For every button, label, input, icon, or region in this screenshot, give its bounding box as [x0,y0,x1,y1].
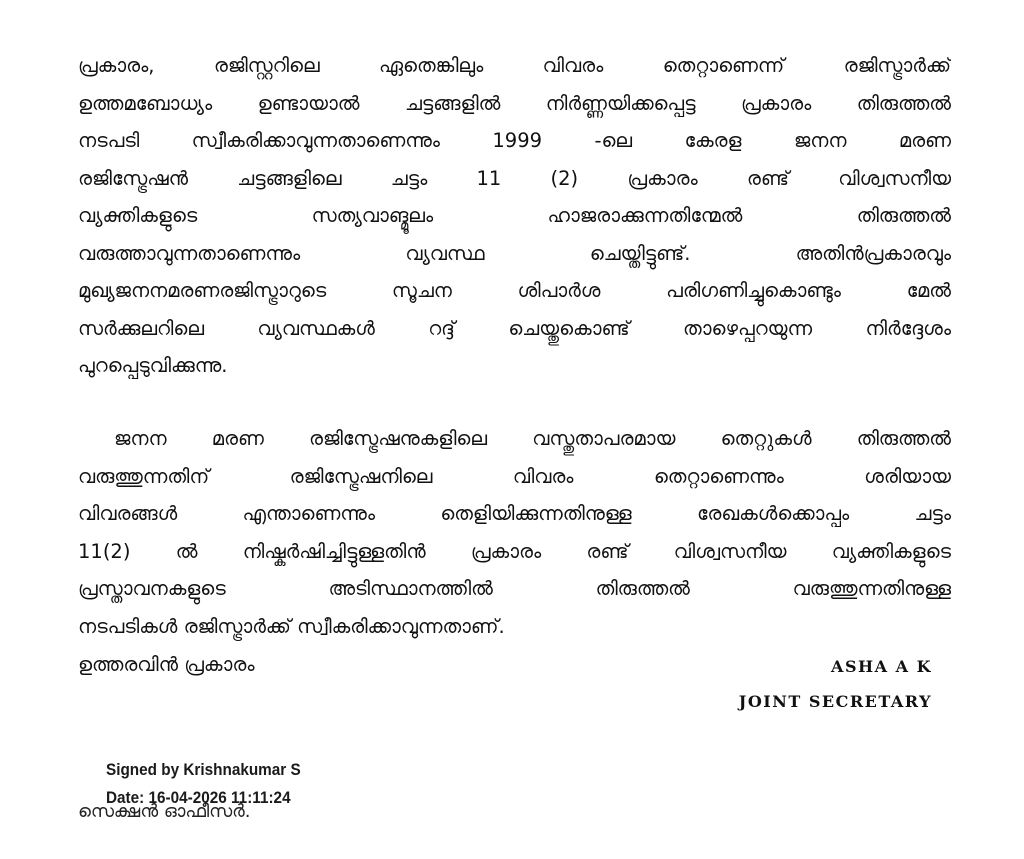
paragraph-line: രജിസ്ട്രേഷൻ ചട്ടങ്ങളിലെ ചട്ടം 11 (2) പ്രകാരം രണ്ട് വിശ്വസനീയ [78,166,951,190]
paragraph-directive-intro [78,47,951,385]
paragraph-line: ജനന മരണ രജിസ്ട്രേഷനുകളിലെ വസ്തുതാപരമായ തെറ്റുകൾ തിരുത്തൽ [114,427,951,450]
paragraph-line: വിവരങ്ങൾ എന്താണെന്നും തെളിയിക്കുന്നതിനുള്ള രേഖകൾക്കൊപ്പം ചട്ടം [78,502,951,525]
paragraph-line: സർക്കുലറിലെ വ്യവസ്ഥകൾ റദ്ദ് ചെയ്തുകൊണ്ട് താഴെപ്പറയുന്ന നിർദ്ദേശം [78,316,951,340]
paragraph-line: വ്യക്തികളുടെ സത്യവാങ്മൂലം ഹാജരാക്കുന്നതിന്മേൽ തിരുത്തൽ [78,204,951,227]
paragraph-correction-procedure [78,420,951,645]
signed-by-text: Signed by Krishnakumar S [106,760,301,779]
digital-signature-stamp [106,756,301,812]
signatory-block [739,652,932,722]
paragraph-line: വരുത്തുന്നതിന് രജിസ്ട്രേഷനിലെ വിവരം തെറ്റാണെന്നും ശരിയായ [78,464,951,488]
paragraph-line: ഉത്തമബോധ്യം ഉണ്ടായാൽ ചട്ടങ്ങളിൽ നിർണ്ണയിക്കപ്പെട്ട പ്രകാരം തിരുത്തൽ [78,91,951,115]
paragraph-line: പ്രകാരം, രജിസ്റ്ററിലെ ഏതെങ്കിലും വിവരം തെറ്റാണെന്ന് രജിസ്ട്രാർക്ക് [78,54,951,77]
signatory-designation: JOINT SECRETARY [738,692,932,711]
section-officer-label: സെക്ഷൻ ഓഫീസർ. [78,801,251,822]
signature-date-text: Date: 16-04-2026 11:11:24 [106,788,291,807]
paragraph-line: പുറപ്പെടുവിക്കുന്നു. [78,354,228,377]
paragraph-line: പ്രസ്താവനകളുടെ അടിസ്ഥാനത്തിൽ തിരുത്തൽ വരുത്തുന്നതിനുള്ള [78,577,951,600]
paragraph-line: വരുത്താവുന്നതാണെന്നും വ്യവസ്ഥ ചെയ്തിട്ടുണ്ട്. അതിൻപ്രകാരവും [78,241,951,265]
paragraph-line: നടപടി സ്വീകരിക്കാവുന്നതാണെന്നും 1999 -ലെ കേരള ജനന മരണ [78,129,951,152]
signatory-name: ASHA A K [831,657,932,676]
paragraph-line: 11(2) ൽ നിഷ്കർഷിച്ചിട്ടുള്ളതിൻ പ്രകാരം രണ്ട് വിശ്വസനീയ വ്യക്തികളുടെ [78,539,951,563]
paragraph-line: മുഖ്യജനനമരണരജിസ്ട്രാറുടെ സൂചന ശിപാർശ പരിഗണിച്ചുകൊണ്ടും മേൽ [78,279,951,302]
paragraph-line: നടപടികൾ രജിസ്ട്രാർക്ക് സ്വീകരിക്കാവുന്നതാണ്. [78,614,505,638]
by-order-text: ഉത്തരവിൻ പ്രകാരം [78,653,255,676]
